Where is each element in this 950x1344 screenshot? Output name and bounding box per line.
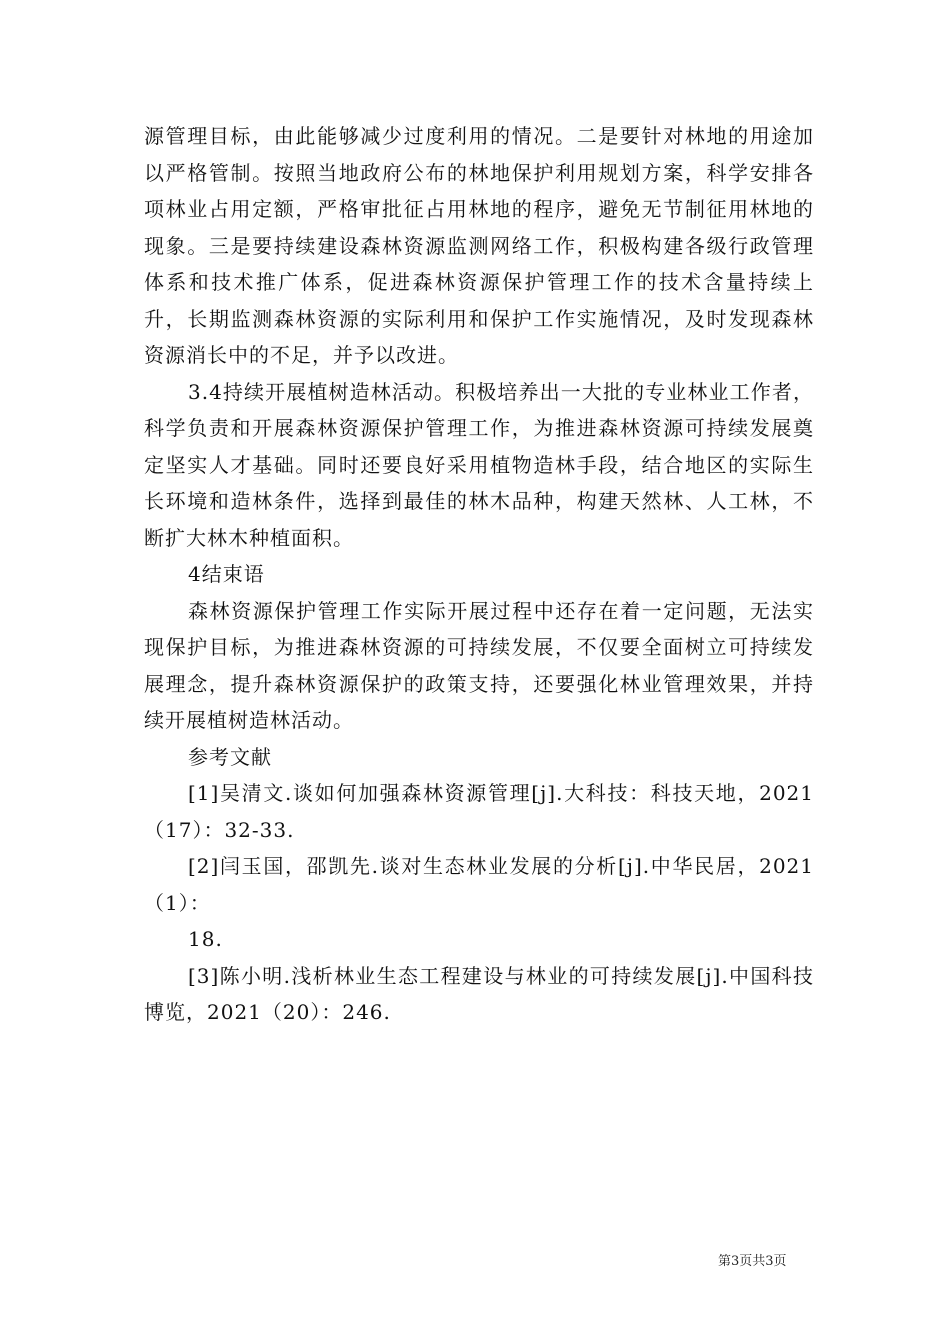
reference-item-2-continuation: 18. xyxy=(188,927,223,951)
reference-item-3: [3]陈小明.浅析林业生态工程建设与林业的可持续发展[j].中国科技博览，2021（20）：246. xyxy=(144,963,814,1024)
page-number-footer: 第3页共3页 xyxy=(718,1254,787,1269)
paragraph-conclusion: 森林资源保护管理工作实际开展过程中还存在着一定问题，无法实现保护目标，为推进森林资源的可持续发展，不仅要全面树立可持续发展理念，提升森林资源保护的政策支持，还要强化林业管理效果，并持续开展植树造林活动。 xyxy=(144,598,814,732)
paragraph-continuation: 源管理目标，由此能够减少过度利用的情况。二是要针对林地的用途加以严格管制。按照当地政府公布的林地保护利用规划方案，科学安排各项林业占用定额，严格审批征占用林地的程序，避免无节制征用林地的现象。三是要持续建设森林资源监测网络工作，积极构建各级行政管理体系和技术推广体系，促进森林资源保护管理工作的技术含量持续上升，长期监测森林资源的实际利用和保护工作实施情况，及时发现森林资源消长中的不足，并予以改进。 xyxy=(144,124,814,367)
section-heading-conclusion: 4结束语 xyxy=(188,562,265,586)
reference-item-2: [2]闫玉国，邵凯先.谈对生态林业发展的分析[j].中华民居，2021（1）： xyxy=(144,854,814,915)
reference-item-1: [1]吴清文.谈如何加强森林资源管理[j].大科技：科技天地，2021（17）：32-33. xyxy=(144,781,814,842)
references-heading: 参考文献 xyxy=(188,744,272,769)
paragraph-section-3-4: 3.4持续开展植树造林活动。积极培养出一大批的专业林业工作者，科学负责和开展森林资源保护管理工作，为推进森林资源可持续发展奠定坚实人才基础。同时还要良好采用植物造林手段，结合地区的实际生长环境和造林条件，选择到最佳的林木品种，构建天然林、人工林，不断扩大林木种植面积。 xyxy=(144,379,814,550)
body-text xyxy=(144,118,814,1031)
